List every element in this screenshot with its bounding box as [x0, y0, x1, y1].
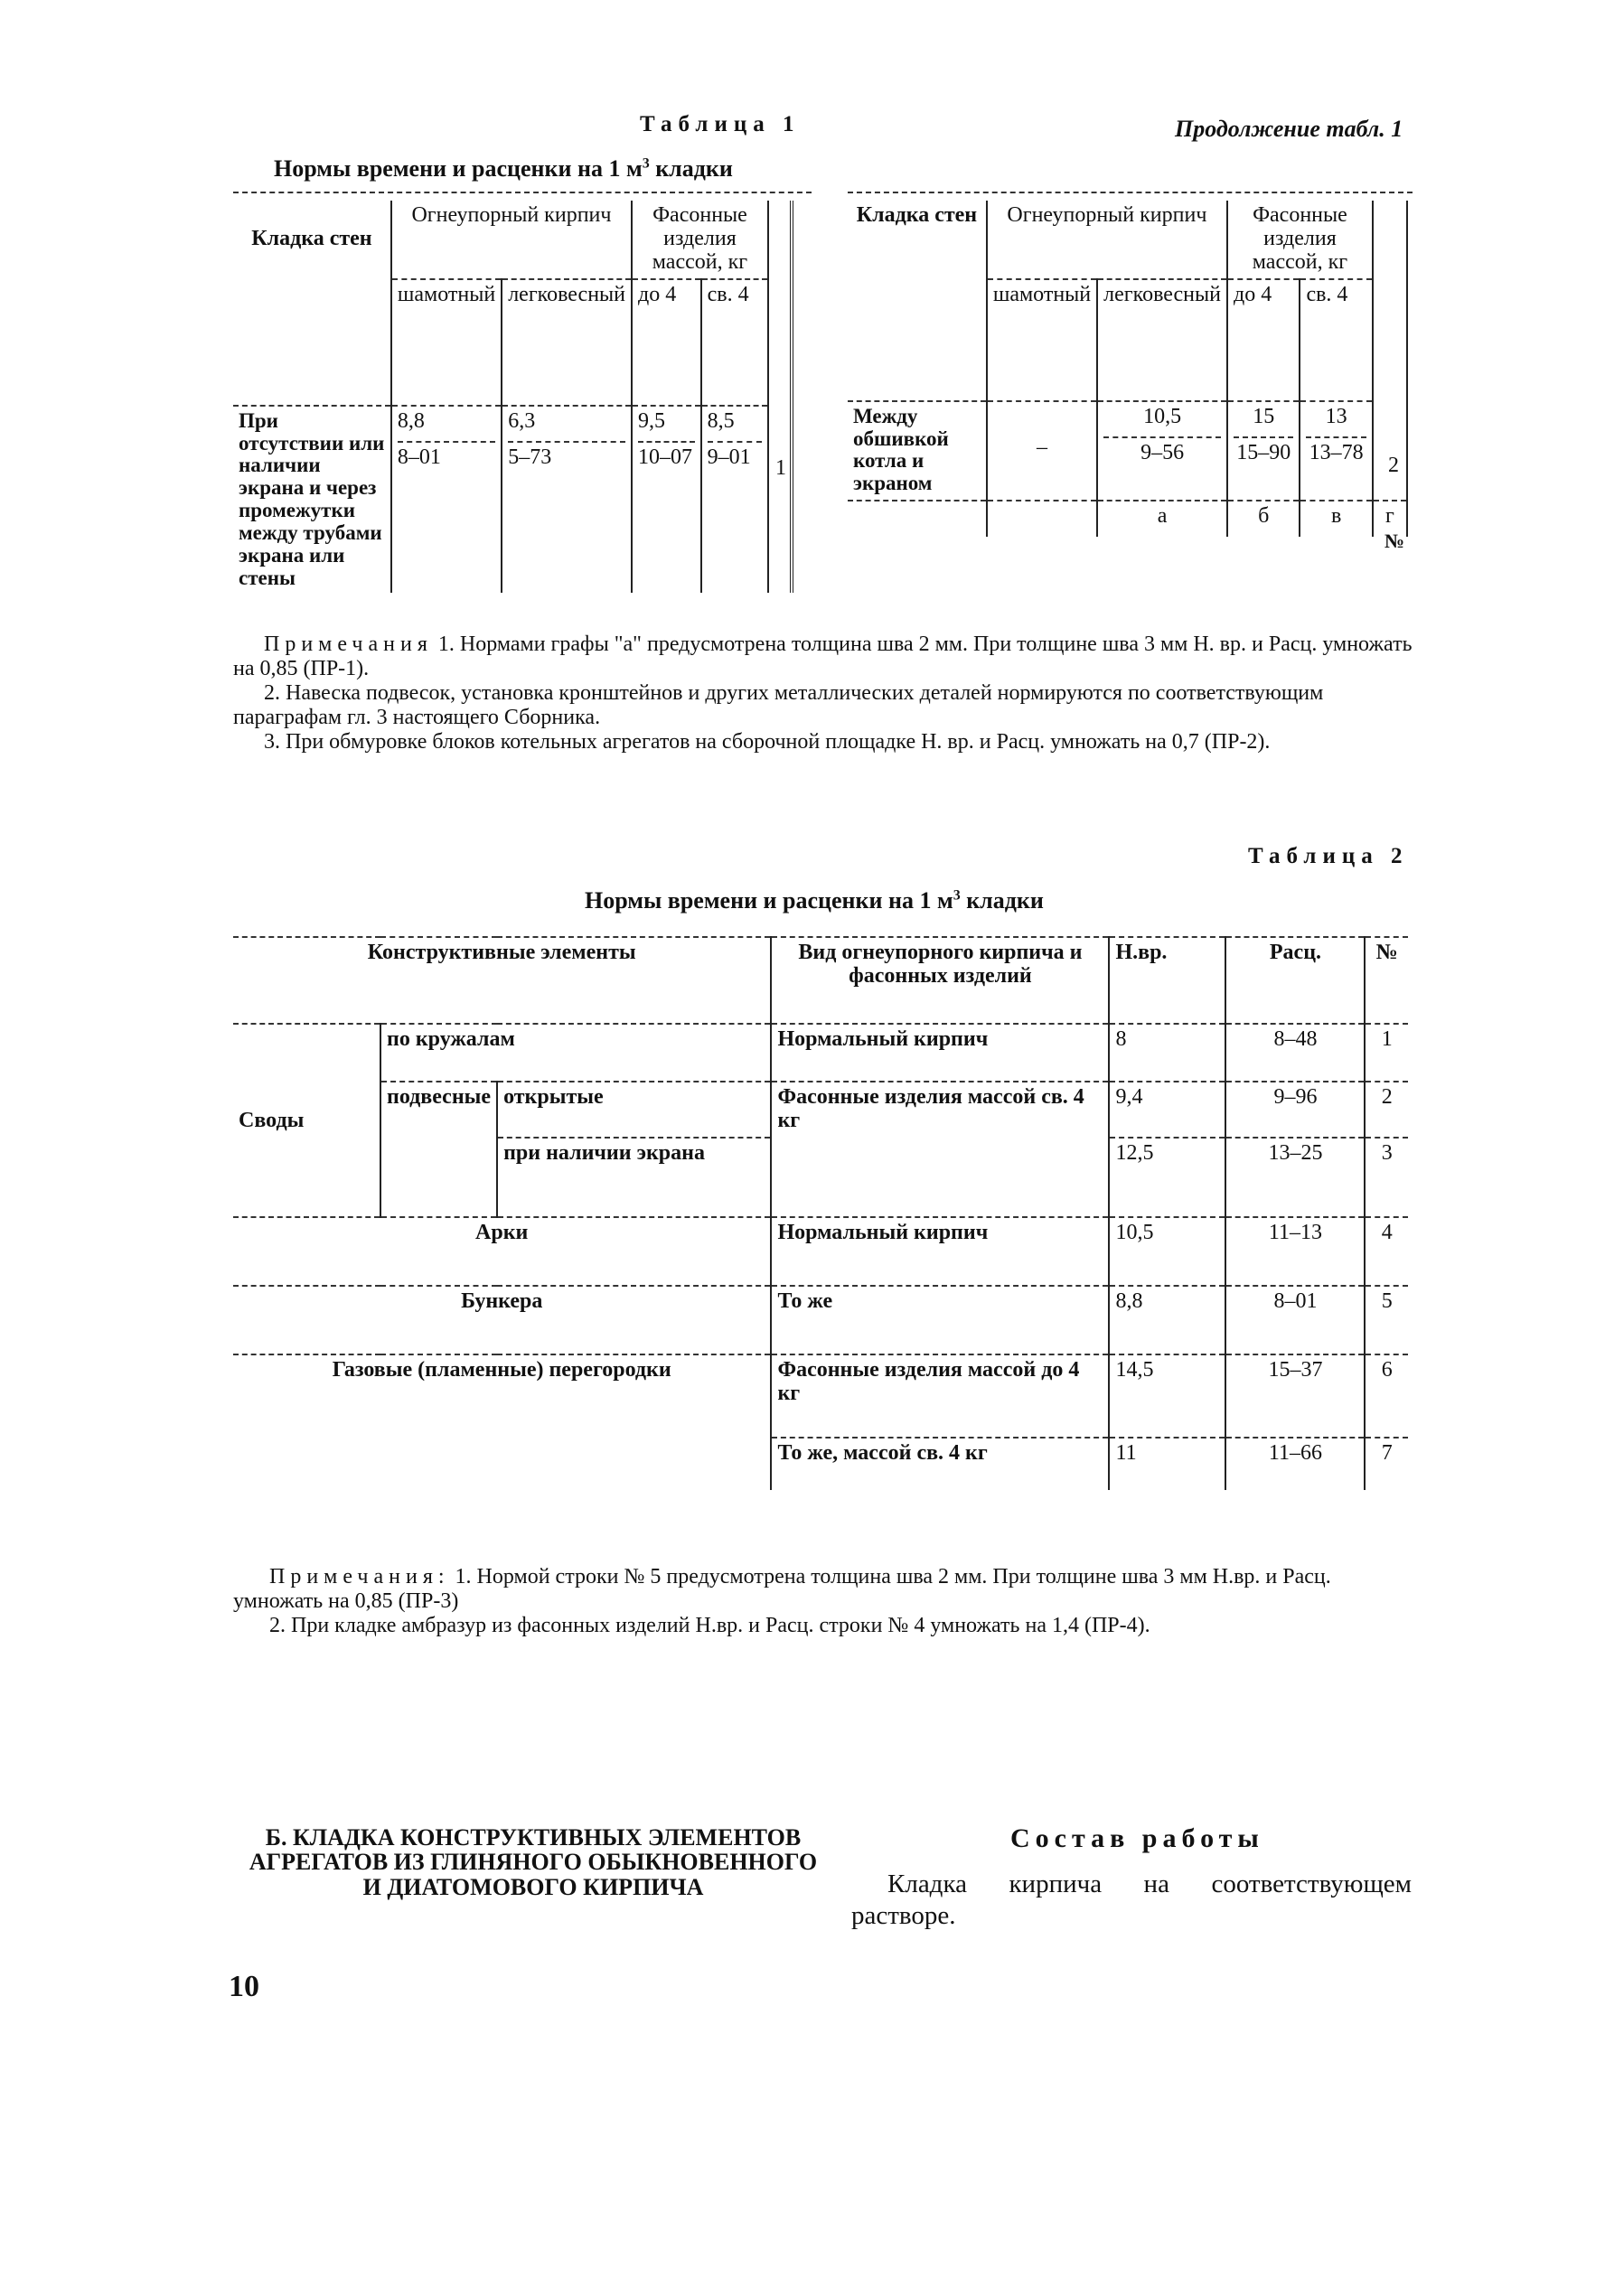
col-upto4: до 4 [1227, 279, 1300, 401]
work-text: Кладка кирпича на соответствующем растворе. [851, 1870, 1412, 1930]
table-row: Бункера [233, 1286, 771, 1354]
col-over4: св. 4 [701, 279, 768, 406]
cell: 8 [1109, 1024, 1225, 1082]
cell: Фасонные изделия массой до 4 кг [771, 1354, 1109, 1438]
table1-caption: Таблица 1 [640, 112, 801, 136]
cell: 9–56 [1140, 440, 1185, 464]
col-elements: Конструктивные элементы [233, 937, 771, 1024]
table-row: Арки [233, 1217, 771, 1286]
cell: 5 [1365, 1286, 1408, 1354]
cell: 8–48 [1225, 1024, 1365, 1082]
table-row: Фасонные изделия массой св. 4 кг [771, 1082, 1109, 1217]
cell: 10–07 [638, 445, 693, 469]
cell: 5–73 [508, 445, 552, 469]
col-num: № [1375, 941, 1398, 964]
col-walls: Кладка стен [251, 227, 372, 250]
cell: 9,5 [638, 408, 666, 433]
open-label: открытые [497, 1082, 771, 1138]
table2-title: Нормы времени и расценки на 1 $м^3$ кладки [585, 887, 1044, 914]
col-chamotte: шамотный [987, 279, 1097, 401]
work-heading: Состав работы [1010, 1823, 1264, 1853]
num-label: № [1384, 529, 1405, 552]
col-shaped: Фасонные изделия массой, кг [1227, 201, 1373, 279]
cell: То же [771, 1286, 1109, 1354]
notes2 [233, 1565, 1408, 1638]
col-upto4: до 4 [632, 279, 701, 406]
notes2-n1: 1. Нормой строки № 5 предусмотрена толщина шва 2 мм. При толщине шва 3 мм Н.вр. и Расц. умножать на 0,85 (ПР-3) [233, 1565, 1331, 1613]
table2-caption: Таблица 2 [1248, 844, 1409, 868]
section-b-title: Б. КЛАДКА КОНСТРУКТИВНЫХ ЭЛЕМЕНТОВ АГРЕГАТОВ ИЗ ГЛИНЯНОГО ОБЫКНОВЕННОГО И ДИАТОМОВОГО КИРПИЧА [249, 1824, 818, 1900]
notes1 [233, 633, 1417, 754]
row1-num: 1 [775, 456, 786, 480]
row2-label: Между обшивкой котла и экраном [848, 401, 987, 501]
cell: 15–90 [1236, 440, 1291, 464]
cell: Нормальный кирпич [771, 1217, 1109, 1286]
table-row: Нормальный кирпич [771, 1024, 1109, 1082]
col-over4: св. 4 [1300, 279, 1372, 401]
notes1-heading: Примечания [264, 633, 433, 656]
cell: 7 [1381, 1441, 1393, 1465]
cell: 9–01 [707, 445, 751, 469]
cell: 13 [1325, 404, 1347, 428]
cell: 9,4 [1109, 1082, 1225, 1138]
cell: 4 [1365, 1217, 1408, 1286]
col-type: Вид огнеупорного кирпича и фасонных изделий [771, 937, 1109, 1024]
suspended-label: подвесные [380, 1082, 497, 1217]
col-shaped: Фасонные изделия массой, кг [632, 201, 768, 279]
table2 [233, 936, 1408, 1490]
cell: 1 [1365, 1024, 1408, 1082]
row2-num: 2 [1388, 454, 1399, 477]
cell: 11–66 [1225, 1438, 1365, 1490]
with-screen-label: при наличии экрана [497, 1138, 771, 1217]
notes2-n2: 2. При кладке амбразур из фасонных изделий Н.вр. и Расц. строки № 4 умножать на 1,4 (ПР-4). [269, 1613, 1150, 1637]
cell: 6,3 [508, 408, 536, 433]
notes1-n1: 1. Нормами графы "а" предусмотрена толщина шва 2 мм. При толщине шва 3 мм Н. вр. и Расц. умножать на 0,85 (ПР-1). [233, 633, 1413, 680]
cell: 6 [1365, 1354, 1408, 1438]
cell: 13–25 [1225, 1138, 1365, 1217]
cell: – [987, 401, 1097, 501]
notes1-n2: 2. Навеска подвесок, установка кронштейнов и других металлических деталей нормируются по соответствующим параграфам гл. 3 настоящего Сборника. [233, 680, 1324, 729]
col-rasc: Расц. [1225, 937, 1365, 1024]
cell: 8,5 [707, 408, 735, 433]
col-chamotte: шамотный [391, 279, 502, 406]
col-light: легковесный [502, 279, 632, 406]
col-letter: в [1300, 501, 1372, 537]
cell: 15 [1253, 404, 1275, 428]
col-refractory: Огнеупорный кирпич [987, 201, 1227, 279]
col-walls: Кладка стен [856, 203, 978, 227]
col-light: легковесный [1097, 279, 1227, 401]
row1-label: При отсутствии или наличии экрана и через промежутки между трубами экрана или стены [233, 406, 391, 594]
cell: 8,8 [397, 408, 425, 433]
cell: 11–13 [1225, 1217, 1365, 1286]
by-centering: по кружалам [380, 1024, 771, 1082]
vaults-label: Своды [233, 1024, 380, 1217]
col-letter: г [1373, 501, 1407, 537]
cell: 10,5 [1109, 1217, 1225, 1286]
notes1-n3: 3. При обмуровке блоков котельных агрегатов на сборочной площадке Н. вр. и Расц. умножать на 0,7 (ПР-2). [264, 729, 1271, 754]
cell: 8–01 [397, 445, 441, 469]
cell: 8,8 [1109, 1286, 1225, 1354]
col-refractory: Огнеупорный кирпич [391, 201, 632, 279]
notes2-heading: Примечания: [269, 1565, 450, 1588]
table1-cont-caption: Продолжение табл. 1 [1175, 116, 1403, 142]
cell: 15–37 [1225, 1354, 1365, 1438]
cell: 9–96 [1225, 1082, 1365, 1138]
cell: 14,5 [1109, 1354, 1225, 1438]
table1-title: Нормы времени и расценки на 1 $м^3$ кладки [274, 155, 733, 182]
table1-cont [848, 201, 1408, 537]
cell: 12,5 [1109, 1138, 1225, 1217]
cell: 3 [1365, 1138, 1408, 1217]
table-row: Газовые (пламенные) перегородки [233, 1354, 771, 1490]
page-number: 10 [229, 1970, 259, 2003]
cell: 10,5 [1143, 404, 1182, 428]
col-hvr: Н.вр. [1109, 937, 1225, 1024]
cell: То же, массой св. 4 кг [771, 1438, 1109, 1490]
cell: 2 [1365, 1082, 1408, 1138]
col-letter: б [1227, 501, 1300, 537]
cell: 8–01 [1225, 1286, 1365, 1354]
cell: 13–78 [1309, 440, 1364, 464]
cell: 11 [1109, 1438, 1225, 1490]
col-letter: а [1097, 501, 1227, 537]
table1 [233, 201, 793, 593]
